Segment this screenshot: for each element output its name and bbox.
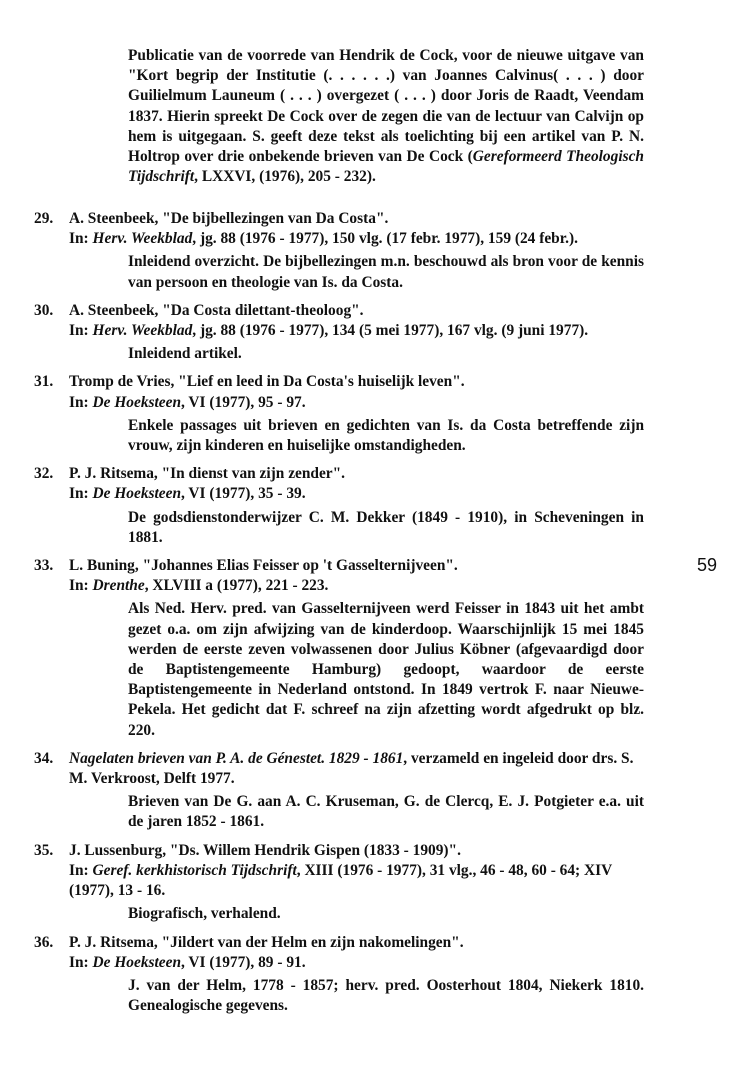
source-title: De Hoeksteen: [92, 485, 182, 503]
entry-citation: [69, 301, 644, 341]
source-title: Geref. kerkhistorisch Tijdschrift: [92, 861, 297, 879]
intro-annotation: [128, 46, 644, 187]
bibliography-entries: [0, 209, 738, 1024]
in-prefix: In:: [69, 577, 93, 595]
entry-author-title: Tromp de Vries, "Lief en leed in Da Costa's huiselijk leven".: [69, 373, 465, 391]
entry-citation: [69, 933, 644, 973]
entry-36: [0, 933, 738, 1017]
entry-annotation: Brieven van De G. aan A. C. Kruseman, G. de Clercq, E. J. Potgieter e.a. uit de jaren 1852 - 1861.: [128, 793, 644, 831]
entry-annotation: J. van der Helm, 1778 - 1857; herv. pred. Oosterhout 1804, Niekerk 1810. Genealogische gegevens.: [128, 976, 644, 1015]
entry-annotation: Als Ned. Herv. pred. van Gasselternijveen werd Feisser in 1843 uit het ambt gezet o.a. om zijn afwijzing van de kinderdoop. Waarschijnlijk 15 mei 1845 werden de eerste zeven volwassenen door Julius Köbner (afgevaardigd door de Baptistengemeente Hamburg) gedoopt, waardoor de eerste Baptistengemeente in Nederland ontstond. In 1849 vertrok F. naar Nieuwe-Pekela. Het gedicht dat F. schreef na zijn afzetting wordt afgedrukt op blz. 220.: [128, 600, 644, 739]
entry-number: 31.: [34, 373, 54, 391]
entry-35: [0, 841, 738, 925]
source-details: , XIII (1976 - 1977), 31 vlg., 46 - 48, 60 - 64; XIV (1977), 13 - 16.: [69, 861, 612, 900]
page-number: 59: [697, 555, 718, 575]
entry-annotation: Inleidend artikel.: [128, 345, 242, 363]
entry-source-line: [69, 321, 644, 341]
entry-citation: [69, 556, 644, 596]
in-prefix: In:: [69, 485, 93, 503]
entry-source-line: [69, 393, 644, 413]
entry-number: 36.: [34, 933, 54, 951]
intro-text: Publicatie van de voorrede van Hendrik de Cock, voor de nieuwe uitgave van "Kort begrip der Institutie (. . . . . .) van Joannes Calvinus( . . . ) door Guilielmum Launeum ( . . . ) overgezet ( . . . ) door Joris de Raadt, Veendam 1837. Hierin spreekt De Cock over de zegen die van de lectuur van Calvijn op hem is uitgegaan. S. geeft deze tekst als toelichting bij een artikel van P. N. Holtrop over drie onbekende brieven van De Cock (: [128, 47, 644, 166]
entry-author-title: A. Steenbeek, "De bijbellezingen van Da Costa".: [69, 210, 389, 227]
source-details: , VI (1977), 35 - 39.: [181, 485, 306, 503]
entry-annotation: Inleidend overzicht. De bijbellezingen m.n. beschouwd als bron voor de kennis van persoon en theologie van Is. da Costa.: [128, 253, 644, 291]
entry-number: 30.: [34, 301, 54, 319]
entry-citation: [69, 841, 644, 902]
entry-number: 29.: [34, 210, 54, 227]
entry-source-line: [69, 953, 644, 973]
entry-author-title: P. J. Ritsema, "In dienst van zijn zender".: [69, 465, 346, 483]
entry-author-title: A. Steenbeek, "Da Costa dilettant-theoloog".: [69, 301, 364, 319]
in-prefix: In:: [69, 393, 93, 411]
entry-34: [0, 749, 738, 833]
entry-citation: [69, 209, 644, 249]
in-prefix: In:: [69, 322, 93, 340]
entry-author-title: J. Lussenburg, "Ds. Willem Hendrik Gispen (1833 - 1909)".: [69, 841, 461, 859]
source-title: Drenthe: [92, 577, 145, 595]
in-prefix: In:: [69, 230, 93, 248]
entry-source-line: [69, 484, 644, 504]
entry-citation: [69, 372, 644, 412]
entry-citation: [69, 464, 644, 504]
entry-number: 35.: [34, 841, 54, 859]
entry-number: 32.: [34, 465, 54, 483]
entry-31: [0, 372, 738, 456]
source-details: , VI (1977), 95 - 97.: [181, 393, 306, 411]
entry-33: [0, 556, 738, 741]
entry-source-line: [69, 576, 644, 596]
in-prefix: In:: [69, 861, 93, 879]
entry-29: [0, 209, 738, 293]
book-details: , verzameld en ingeleid door drs. S. M. Verkroost, Delft 1977.: [69, 749, 634, 788]
book-title: Nagelaten brieven van P. A. de Génestet. 1829 - 1861: [69, 749, 404, 767]
intro-journal-title: Gereformeerd Theologisch Tijdschrift: [128, 148, 644, 186]
entry-author-title: P. J. Ritsema, "Jildert van der Helm en zijn nakomelingen".: [69, 933, 464, 951]
in-prefix: In:: [69, 953, 93, 971]
entry-author-title: L. Buning, "Johannes Elias Feisser op 't Gasselternijveen".: [69, 557, 458, 575]
source-title: Herv. Weekblad: [92, 230, 193, 248]
entry-annotation: Biografisch, verhalend.: [128, 905, 281, 923]
entry-citation: [69, 749, 644, 789]
source-details: , VI (1977), 89 - 91.: [181, 953, 306, 971]
entry-source-line: [69, 229, 644, 249]
entry-32: [0, 464, 738, 548]
intro-tail: , LXXVI, (1976), 205 - 232).: [194, 168, 376, 186]
source-details: , jg. 88 (1976 - 1977), 134 (5 mei 1977), 167 vlg. (9 juni 1977).: [192, 322, 589, 340]
source-title: De Hoeksteen: [92, 393, 182, 411]
entry-30: [0, 301, 738, 365]
entry-number: 33.: [34, 557, 54, 575]
entry-source-line: [69, 861, 644, 901]
entry-annotation: Enkele passages uit brieven en gedichten van Is. da Costa betreffende zijn vrouw, zijn kinderen en huiselijke omstandigheden.: [128, 416, 644, 455]
source-details: , jg. 88 (1976 - 1977), 150 vlg. (17 febr. 1977), 159 (24 febr.).: [192, 230, 578, 248]
source-title: De Hoeksteen: [92, 953, 182, 971]
entry-annotation: De godsdienstonderwijzer C. M. Dekker (1849 - 1910), in Scheveningen in 1881.: [128, 508, 644, 546]
entry-number: 34.: [34, 749, 54, 767]
source-details: , XLVIII a (1977), 221 - 223.: [144, 577, 329, 595]
source-title: Herv. Weekblad: [92, 322, 193, 340]
